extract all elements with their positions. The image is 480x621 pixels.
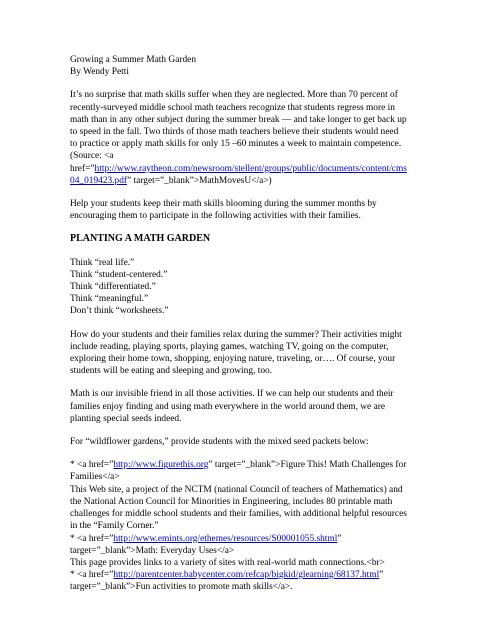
resource-prefix: * <a href=” — [70, 533, 114, 544]
resource-item — [70, 459, 410, 471]
source-link-line — [70, 175, 410, 187]
figurethis-link[interactable]: http://www.figurethis.org — [113, 460, 209, 471]
help-line: Help your students keep their math skills blooming during the summer months by — [70, 199, 377, 210]
think-item: Don’t think “worksheets.” — [70, 306, 169, 317]
resource-item — [70, 569, 410, 581]
wildflower-line: For “wildflower gardens,” provide students with the mixed seed packets below: — [70, 437, 369, 448]
section-heading: PLANTING A MATH GARDEN — [70, 233, 211, 245]
relax-paragraph — [70, 329, 410, 378]
intro-paragraph — [70, 89, 410, 187]
friend-paragraph — [70, 388, 410, 425]
resource-item-continued: target=”_blank”>Math: Everyday Uses</a> — [70, 545, 235, 556]
source-link-prefix: href=” — [70, 163, 95, 174]
think-list — [70, 257, 410, 318]
source-link-continued[interactable]: 04_019423.pdf — [70, 175, 128, 186]
resource-item-continued: target=”_blank”>Fun activities to promote math skills</a>. — [70, 582, 293, 593]
resource-item — [70, 533, 410, 545]
resource-description: in the “Family Corner.” — [70, 521, 159, 532]
intro-line: It’s no surprise that math skills suffer when they are neglected. More than 70 percent of — [70, 90, 398, 101]
source-link[interactable]: http://www.raytheon.com/newsroom/stellent/groups/public/documents/content/cms — [94, 163, 407, 174]
relax-line: How do your students and their families relax during the summer? Their activities might — [70, 329, 402, 340]
source-link-line — [70, 163, 410, 175]
resource-item-continued: Families</a> — [70, 472, 120, 483]
friend-line: planting special seeds indeed. — [70, 413, 182, 424]
resource-suffix: ” — [379, 570, 384, 581]
document-title: Growing a Summer Math Garden — [70, 55, 197, 65]
intro-line: to practice or apply math skills for only 15 –60 minutes a week to maintain competence. — [70, 139, 402, 150]
resource-suffix: ” target=”_blank”>Figure This! Math Challenges for — [208, 460, 407, 471]
source-link-suffix: ” target=”_blank”>MathMovesU</a>) — [127, 175, 272, 186]
relax-line: exploring their home town, shopping, enjoying nature, traveling, or…. Of course, your — [70, 354, 396, 365]
intro-line: to speed in the fall. Two thirds of those math teachers believe their students would need — [70, 127, 399, 138]
intro-line: math than in any other subject during the summer break — and take longer to get back up — [70, 114, 407, 125]
resource-suffix: ” — [337, 533, 342, 544]
resource-description: challenges for middle school students and their families, with additional helpful resources — [70, 509, 407, 520]
think-item: Think “real life.” — [70, 257, 135, 268]
resource-list — [70, 459, 410, 593]
intro-line: (Source: <a — [70, 151, 114, 162]
think-item: Think “differentiated.” — [70, 282, 156, 293]
resource-description: the National Action Council for Minorities in Engineering, includes 80 printable math — [70, 496, 393, 507]
help-paragraph — [70, 198, 410, 222]
parentcenter-link[interactable]: http://parentcenter.babycenter.com/refcap/bigkid/glearning/68137.html — [113, 570, 380, 581]
relax-line: include reading, playing sports, playing games, watching TV, going on the computer, — [70, 341, 389, 352]
friend-line: families enjoy finding and using math everywhere in the world around them, we are — [70, 401, 386, 412]
help-line: encouraging them to participate in the following activities with their families. — [70, 211, 361, 222]
resource-prefix: * <a href=” — [70, 570, 114, 581]
think-item: Think “meaningful.” — [70, 294, 149, 305]
intro-line: recently-surveyed middle school math teachers recognize that students regress more in — [70, 102, 395, 113]
resource-description: This page provides links to a variety of sites with real-world math connections.<br> — [70, 557, 385, 568]
emints-link[interactable]: http://www.emints.org/ethemes/resources/S00001055.shtml — [113, 533, 338, 544]
resource-prefix: * <a href=” — [70, 460, 114, 471]
resource-description: This Web site, a project of the NCTM (national Council of teachers of Mathematics) and — [70, 484, 403, 495]
relax-line: students will be eating and sleeping and growing, too. — [70, 366, 273, 377]
friend-line: Math is our invisible friend in all those activities. If we can help our students and their — [70, 389, 394, 400]
think-item: Think “student-centered.” — [70, 269, 168, 280]
byline: By Wendy Petti — [70, 67, 129, 78]
